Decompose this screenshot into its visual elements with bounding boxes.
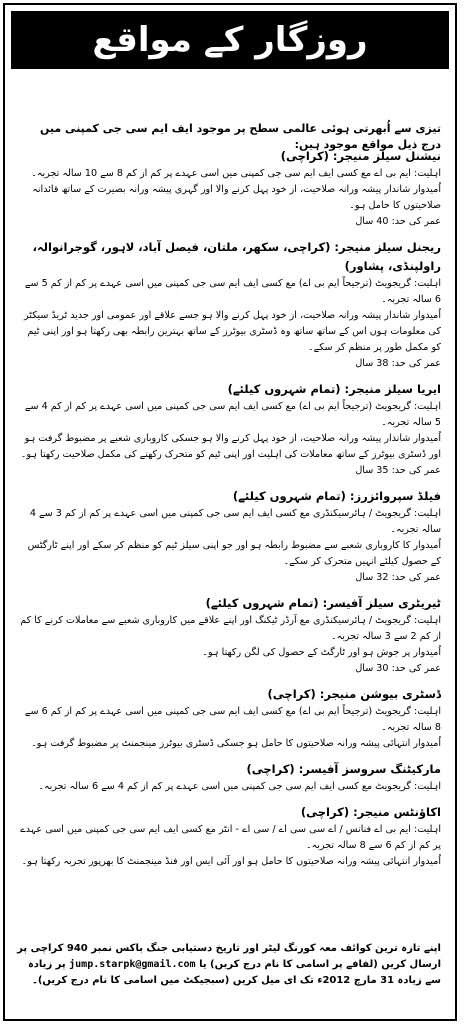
job-section [17, 594, 441, 677]
job-requirement: اُمیدوار پر جوش ہو اور ٹارگٹ کے حصول کی لگن رکھتا ہو۔ [202, 647, 441, 658]
job-section [17, 760, 441, 795]
footer-text-after: پر زیادہ سے زیادہ 31 مارچ 2012ء تک ای میل کریں (سبجیکٹ میں اسامی کا نام درج کریں)۔ [27, 959, 441, 986]
job-title: ریجنل سیلز منیجر: (کراچی، سکھر، ملتان، فیصل آباد، لاہور، گوجرانوالہ، راولپنڈی، پشاور) [32, 240, 441, 273]
footer-text-before: اپنے تازہ ترین کوائف معہ کورنگ لیٹر اور تاریخ دستیابی جنگ باکس نمبر 940 کراچی پر ارسال کریں (لفافے پر اسامی کا نام درج کریں) یا [17, 943, 441, 970]
banner-title: روزگار کے مواقع [11, 11, 449, 69]
job-requirement: اُمیدوار شاندار پیشہ ورانہ صلاحیت، از خود پہل کرنے والا ہو جسکی کاروباری شعبے پر مضبوط گرفت ہو اور ڈسٹری بیوٹرز کے ساتھ معاملات کی اہلیت اور اپنی ٹیم کو متحرک رکھنے کی مکمل صلاحیت رکھتا ہو۔ [20, 433, 441, 460]
job-section [17, 803, 441, 870]
job-requirement: اُمیدوار شاندار پیشہ ورانہ صلاحیت، از خود پہل کرنے والا اور گہری پیشہ ورانہ بصیرت کے ساتھ قائدانہ صلاحیتوں کا حامل ہو۔ [32, 184, 441, 211]
job-requirement: اہلیت: گریجویٹ / ہائرسیکنڈری مع آرڈر ٹیکنگ اور اپنے علاقے میں کاروباری شعبے سے معاملات کرنے کا کم از کم 2 سے 3 سالہ تجربہ۔ [20, 615, 441, 642]
job-section [17, 147, 441, 230]
intro-text: تیزی سے اُبھرتی ہوئی عالمی سطح پر موجود ایف ایم سی جی کمپنی میں درج ذیل مواقع موجود ہیں: [40, 122, 441, 151]
job-section [17, 685, 441, 752]
age-limit: عمر کی حد: 38 سال [355, 358, 441, 369]
job-section [17, 487, 441, 586]
application-instructions [17, 941, 441, 989]
job-section [17, 238, 441, 372]
job-title: فیلڈ سپروائزرز: (تمام شہروں کیلئے) [232, 489, 441, 503]
job-requirement: اہلیت: ایم بی اے مع کسی ایف ایم سی جی کمپنی میں اسی عہدے پر کم از کم 8 سے 10 سالہ تجربہ۔ [31, 168, 441, 179]
job-requirement: اہلیت: گریجویٹ (ترجیحاً ایم بی اے) مع کسی ایف ایم سی جی کمپنی میں اسی عہدے پر کم از کم 4 سے 5 سالہ تجربہ۔ [24, 401, 441, 428]
job-requirement: اہلیت: گریجویٹ (ترجیحاً ایم بی اے) مع کسی ایف ایم سی جی کمپنی میں اسی عہدے پر کم از کم 6 سے 8 سالہ تجربہ۔ [24, 706, 441, 733]
job-title: ڈسٹری بیوشن منیجر: (کراچی) [267, 687, 441, 701]
job-requirement: اہلیت: ایم بی اے فنانس / اے سی سی اے / سی اے - انٹر مع کسی ایف ایم سی جی کمپنی میں اسی عہدے پر کم از کم 6 سے 8 سالہ تجربہ۔ [20, 824, 441, 851]
job-title: ٹیریٹری سیلز آفیسر: (تمام شہروں کیلئے) [205, 596, 441, 610]
age-limit: عمر کی حد: 32 سال [355, 572, 441, 583]
contact-email[interactable]: jump.starpk@gmail.com [69, 959, 196, 970]
job-title: مارکیٹنگ سروسز آفیسر: (کراچی) [246, 762, 441, 776]
age-limit: عمر کی حد: 35 سال [355, 465, 441, 476]
job-requirement: اُمیدوار کا کاروباری شعبے سے مضبوط رابطہ ہو اور جو اپنی سیلز ٹیم کو منظم کر سکے اور اپنے ٹارگٹس کے حصول کیلئے انہیں متحرک کر سکے۔ [27, 540, 441, 567]
age-limit: عمر کی حد: 30 سال [355, 663, 441, 674]
job-title: ایریا سیلز منیجر: (تمام شہروں کیلئے) [227, 382, 441, 396]
job-requirement: اُمیدوار شاندار پیشہ ورانہ صلاحیت، از خود پہل کرنے والا ہو جسے علاقے اور عمومی اور جدید ٹریڈ سیکٹر کی معلومات ہوں اس کے ساتھ ساتھ وہ ڈسٹری بیوٹرز کے ساتھ بہترین رابطہ بھی رکھتا ہو اور اپنی ٹیم کو مکمل طور پر منظم کر سکے۔ [24, 310, 441, 353]
job-section [17, 380, 441, 479]
job-list [17, 143, 441, 878]
job-title: اکاؤنٹس منیجر: (کراچی) [300, 805, 441, 819]
job-requirement: اُمیدوار انتہائی پیشہ ورانہ صلاحیتوں کا حامل ہو اور آئی ایس اور فنڈ مینجمنٹ کا بھرپور تجربہ رکھتا ہو۔ [21, 856, 441, 867]
job-advertisement [3, 3, 457, 1021]
job-requirement: اہلیت: گریجویٹ (ترجیحاً ایم بی اے) مع کسی ایف ایم سی جی کمپنی میں اسی عہدے پر کم از کم 5 سے 6 سالہ تجربہ۔ [24, 278, 441, 305]
job-title: نیشنل سیلز منیجر: (کراچی) [280, 149, 441, 163]
job-requirement: اُمیدوار انتہائی پیشہ ورانہ صلاحیتوں کا حامل ہو جسکی ڈسٹری بیوٹرز مینجمنٹ پر مضبوط گرفت ہو۔ [31, 738, 441, 749]
job-requirement: اہلیت: گریجویٹ / ہائرسیکنڈری مع کسی ایف ایم سی جی کمپنی میں اسی عہدے پر کم از کم 3 سے 4 سالہ تجربہ۔ [29, 508, 441, 535]
age-limit: عمر کی حد: 40 سال [355, 216, 441, 227]
job-requirement: اہلیت: گریجویٹ مع کسی ایف ایم سی جی کمپنی میں اسی عہدے پر کم از کم 4 سے 6 سالہ تجربہ۔ [38, 781, 441, 792]
